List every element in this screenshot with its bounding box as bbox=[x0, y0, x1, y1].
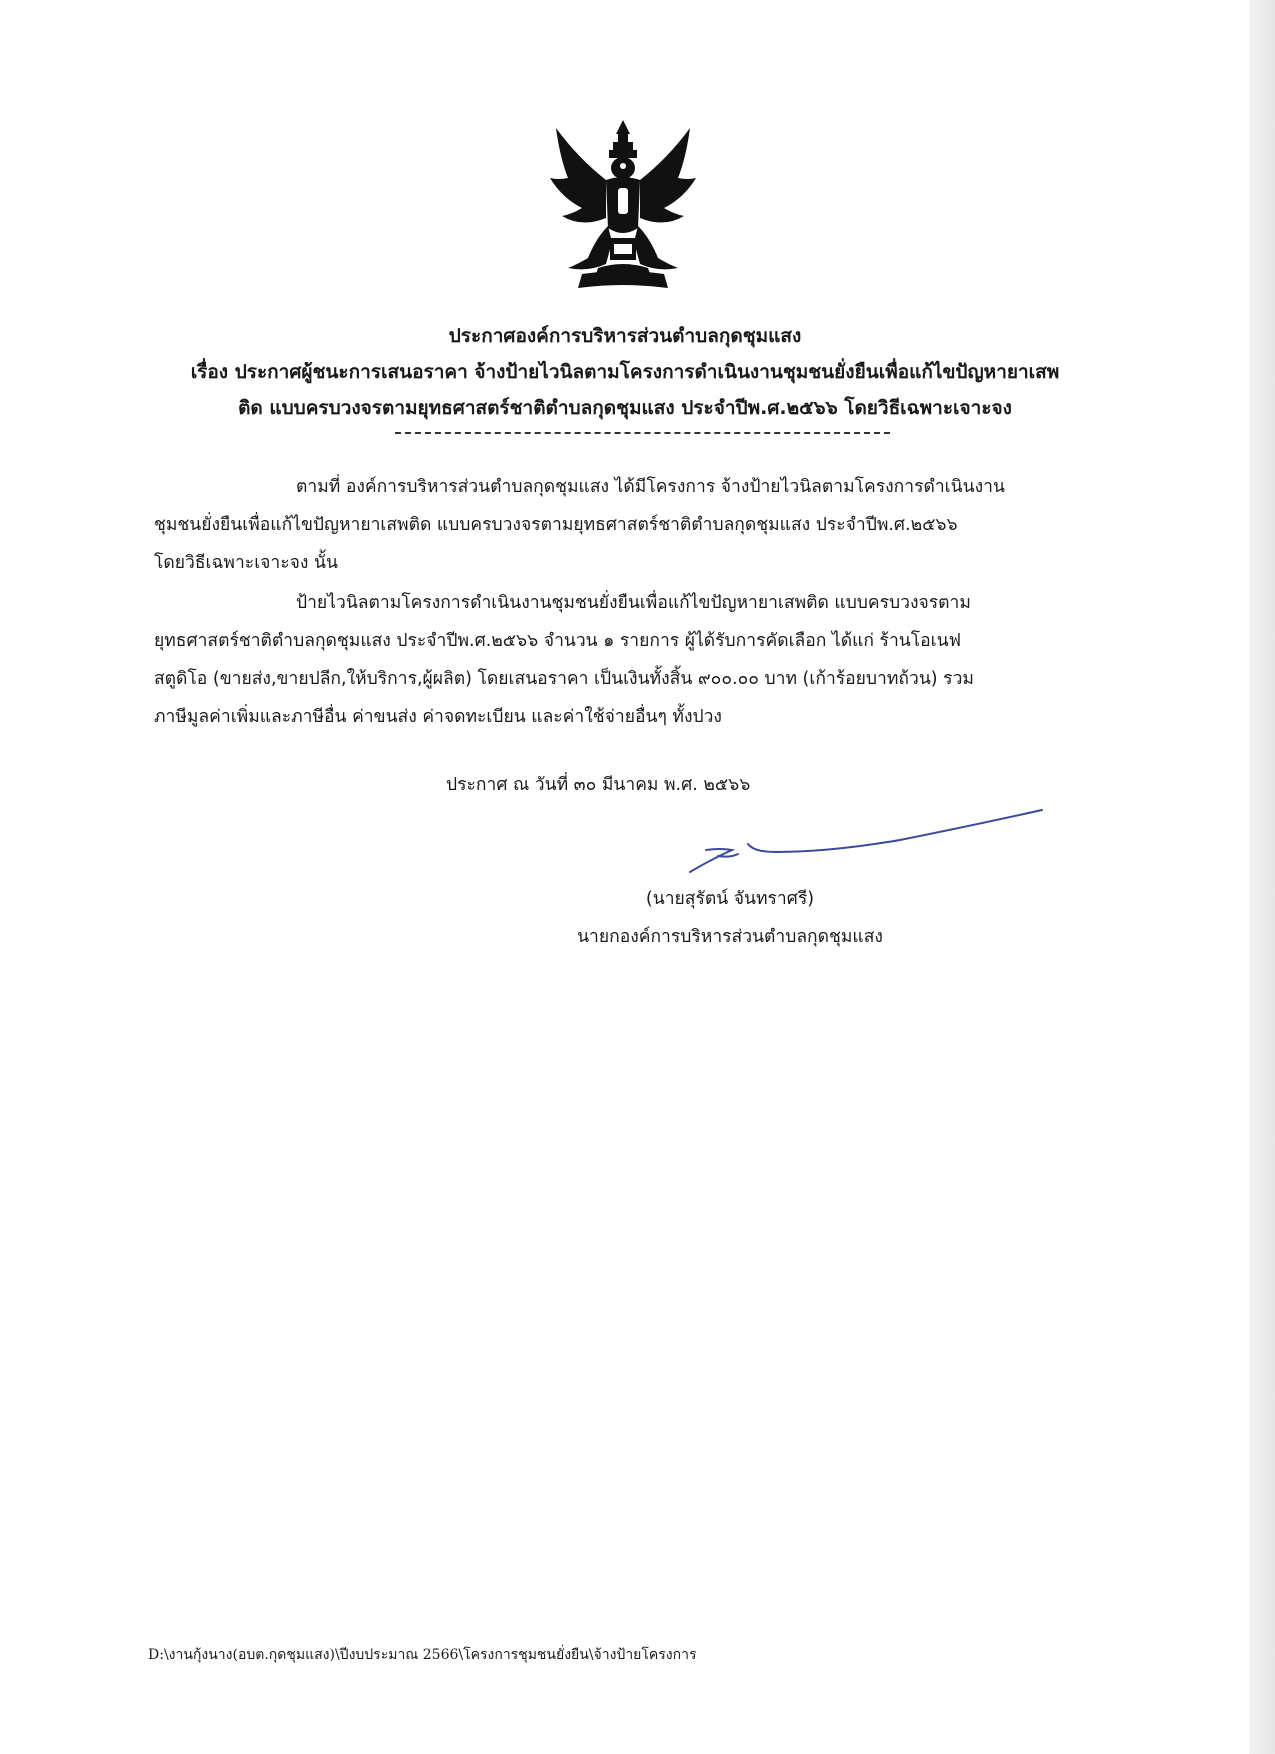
document-title bbox=[100, 318, 1150, 426]
paragraph-2-line-3: สตูดิโอ (ขายส่ง,ขายปลีก,ให้บริการ,ผู้ผลิต) โดยเสนอราคา เป็นเงินทั้งสิ้น ๙๐๐.๐๐ บาท (เก้าร้อยบาทถ้วน) รวม bbox=[154, 669, 974, 689]
signer-name: (นายสุรัตน์ จันทราศรี) bbox=[645, 889, 815, 909]
handwritten-signature bbox=[680, 800, 1050, 880]
paragraph-2-line-2: ยุทธศาสตร์ชาติตำบลกุดชุมแสง ประจำปีพ.ศ.๒๕๖๖ จำนวน ๑ รายการ ผู้ได้รับการคัดเลือก ได้แก่ ร้านโอเนฟ bbox=[154, 631, 961, 651]
paragraph-2-line-1: ป้ายไวนิลตามโครงการดำเนินงานชุมชนยั่งยืนเพื่อแก้ไขปัญหายาเสพติด แบบครบวงจรตาม bbox=[296, 593, 971, 613]
paragraph-1 bbox=[154, 468, 1122, 582]
paragraph-2 bbox=[154, 584, 1122, 736]
title-line-3: ติด แบบครบวงจรตามยุทธศาสตร์ชาติตำบลกุดชุมแสง ประจำปีพ.ศ.๒๕๖๖ โดยวิธีเฉพาะเจาะจง bbox=[238, 397, 1012, 419]
scan-edge bbox=[1249, 0, 1275, 1754]
paragraph-1-line-3: โดยวิธีเฉพาะเจาะจง นั้น bbox=[154, 553, 338, 573]
signer-position: นายกองค์การบริหารส่วนตำบลกุดชุมแสง bbox=[577, 927, 883, 947]
announcement-date: ประกาศ ณ วันที่ ๓๐ มีนาคม พ.ศ. ๒๕๖๖ bbox=[446, 775, 751, 795]
paragraph-2-line-4: ภาษีมูลค่าเพิ่มและภาษีอื่น ค่าขนส่ง ค่าจดทะเบียน และค่าใช้จ่ายอื่นๆ ทั้งปวง bbox=[154, 707, 722, 727]
title-line-2: เรื่อง ประกาศผู้ชนะการเสนอราคา จ้างป้ายไวนิลตามโครงการดำเนินงานชุมชนยั่งยืนเพื่อแก้ไขปัญหายาเสพ bbox=[190, 361, 1060, 383]
garuda-emblem-icon bbox=[548, 118, 698, 290]
title-line-1: ประกาศองค์การบริหารส่วนตำบลกุดชุมแสง bbox=[448, 325, 802, 347]
signer-block bbox=[530, 880, 930, 956]
title-divider bbox=[395, 432, 890, 434]
paragraph-1-line-1: ตามที่ องค์การบริหารส่วนตำบลกุดชุมแสง ได้มีโครงการ จ้างป้ายไวนิลตามโครงการดำเนินงาน bbox=[296, 477, 1005, 497]
paragraph-1-line-2: ชุมชนยั่งยืนเพื่อแก้ไขปัญหายาเสพติด แบบครบวงจรตามยุทธศาสตร์ชาติตำบลกุดชุมแสง ประจำปีพ.ศ.๒๕๖๖ bbox=[154, 515, 958, 535]
file-path-footer: D:\งานกุ้งนาง(อบต.กุดชุมแสง)\ปีงบประมาณ 2566\โครงการชุมชนยั่งยืน\จ้างป้ายโครงการ bbox=[148, 1647, 697, 1663]
